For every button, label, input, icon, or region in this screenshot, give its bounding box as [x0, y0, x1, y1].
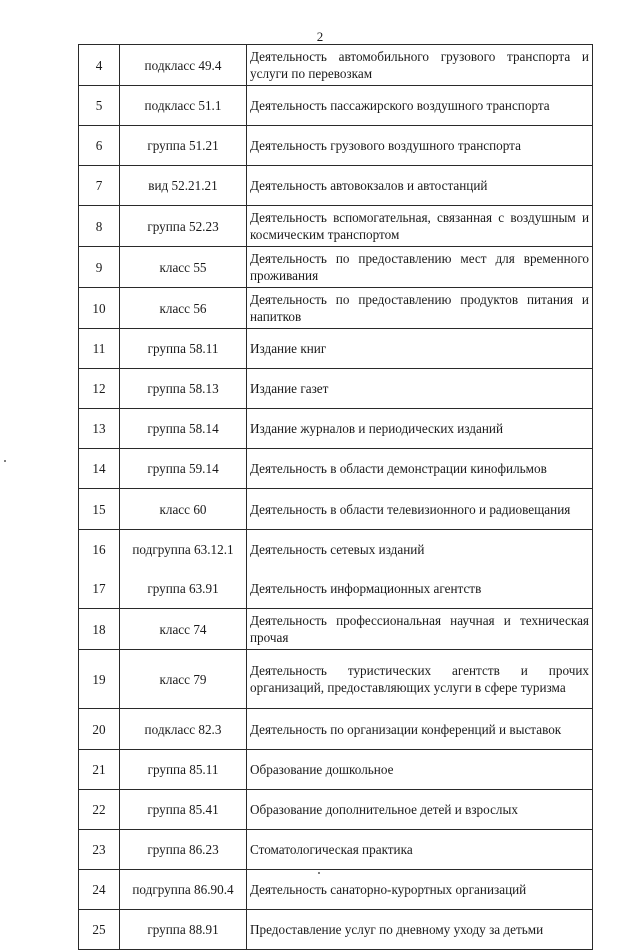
table-row — [79, 910, 593, 950]
scan-speck — [318, 872, 320, 874]
activity-description: Деятельность пассажирского воздушного транспорта — [247, 86, 593, 126]
okved-code: класс 56 — [120, 288, 247, 329]
activity-description: Стоматологическая практика — [247, 830, 593, 870]
row-number: 17 — [79, 569, 120, 609]
okved-code: класс 60 — [120, 489, 247, 530]
activity-description: Издание газет — [247, 369, 593, 409]
row-number: 20 — [79, 709, 120, 750]
table-row — [79, 449, 593, 489]
row-number: 23 — [79, 830, 120, 870]
okved-code: группа 58.13 — [120, 369, 247, 409]
activity-description: Деятельность в области демонстрации кинофильмов — [247, 449, 593, 489]
table-row — [79, 86, 593, 126]
okved-code: подгруппа 86.90.4 — [120, 870, 247, 910]
okved-code: группа 86.23 — [120, 830, 247, 870]
okved-code: класс 55 — [120, 247, 247, 288]
row-number: 24 — [79, 870, 120, 910]
page-number: 2 — [316, 29, 324, 44]
row-number: 10 — [79, 288, 120, 329]
okved-code: группа 58.14 — [120, 409, 247, 449]
row-number: 25 — [79, 910, 120, 950]
table-row — [79, 329, 593, 369]
row-number: 4 — [79, 45, 120, 86]
okved-code: группа 59.14 — [120, 449, 247, 489]
okved-code: подкласс 82.3 — [120, 709, 247, 750]
row-number: 16 — [79, 530, 120, 570]
activity-description: Издание журналов и периодических изданий — [247, 409, 593, 449]
activity-description: Образование дошкольное — [247, 750, 593, 790]
okved-code: подкласс 51.1 — [120, 86, 247, 126]
table-row — [79, 530, 593, 570]
okved-code: подкласс 49.4 — [120, 45, 247, 86]
activity-description: Деятельность информационных агентств — [247, 569, 593, 609]
activity-description: Издание книг — [247, 329, 593, 369]
activity-codes-table — [78, 44, 593, 950]
row-number: 15 — [79, 489, 120, 530]
row-number: 13 — [79, 409, 120, 449]
row-number: 7 — [79, 166, 120, 206]
table-row — [79, 569, 593, 609]
row-number: 21 — [79, 750, 120, 790]
activity-description: Деятельность в области телевизионного и радиовещания — [247, 489, 593, 530]
activity-description: Деятельность профессиональная научная и техническая прочая — [247, 609, 593, 650]
okved-code: класс 74 — [120, 609, 247, 650]
table-row — [79, 166, 593, 206]
table-row — [79, 369, 593, 409]
activity-description: Деятельность по предоставлению продуктов питания и напитков — [247, 288, 593, 329]
okved-code: подгруппа 63.12.1 — [120, 530, 247, 570]
activity-description: Деятельность автовокзалов и автостанций — [247, 166, 593, 206]
table-row — [79, 206, 593, 247]
row-number: 22 — [79, 790, 120, 830]
table-row — [79, 609, 593, 650]
row-number: 18 — [79, 609, 120, 650]
table-row — [79, 650, 593, 709]
table-row — [79, 288, 593, 329]
activity-description: Деятельность туристических агентств и прочих организаций, предоставляющих услуги в сфере туризма — [247, 650, 593, 709]
activity-description: Деятельность сетевых изданий — [247, 530, 593, 570]
row-number: 14 — [79, 449, 120, 489]
okved-code: группа 63.91 — [120, 569, 247, 609]
okved-code: вид 52.21.21 — [120, 166, 247, 206]
okved-code: группа 88.91 — [120, 910, 247, 950]
table-row — [79, 709, 593, 750]
activity-description: Деятельность грузового воздушного транспорта — [247, 126, 593, 166]
row-number: 12 — [79, 369, 120, 409]
okved-code: группа 85.41 — [120, 790, 247, 830]
row-number: 9 — [79, 247, 120, 288]
activity-description: Образование дополнительное детей и взрослых — [247, 790, 593, 830]
table-row — [79, 126, 593, 166]
row-number: 11 — [79, 329, 120, 369]
table-row — [79, 45, 593, 86]
row-number: 5 — [79, 86, 120, 126]
okved-code: группа 58.11 — [120, 329, 247, 369]
okved-code: группа 51.21 — [120, 126, 247, 166]
okved-code: класс 79 — [120, 650, 247, 709]
table-row — [79, 870, 593, 910]
okved-code: группа 85.11 — [120, 750, 247, 790]
scan-speck — [4, 460, 6, 462]
activity-description: Деятельность по организации конференций и выставок — [247, 709, 593, 750]
okved-code: группа 52.23 — [120, 206, 247, 247]
table-row — [79, 790, 593, 830]
row-number: 19 — [79, 650, 120, 709]
activity-description: Деятельность вспомогательная, связанная с воздушным и космическим транспортом — [247, 206, 593, 247]
activity-description: Предоставление услуг по дневному уходу за детьми — [247, 910, 593, 950]
activity-description: Деятельность по предоставлению мест для временного проживания — [247, 247, 593, 288]
table-row — [79, 750, 593, 790]
table-row — [79, 830, 593, 870]
row-number: 8 — [79, 206, 120, 247]
activity-description: Деятельность санаторно-курортных организаций — [247, 870, 593, 910]
table-row — [79, 409, 593, 449]
table-row — [79, 489, 593, 530]
row-number: 6 — [79, 126, 120, 166]
activity-description: Деятельность автомобильного грузового транспорта и услуги по перевозкам — [247, 45, 593, 86]
table-row — [79, 247, 593, 288]
